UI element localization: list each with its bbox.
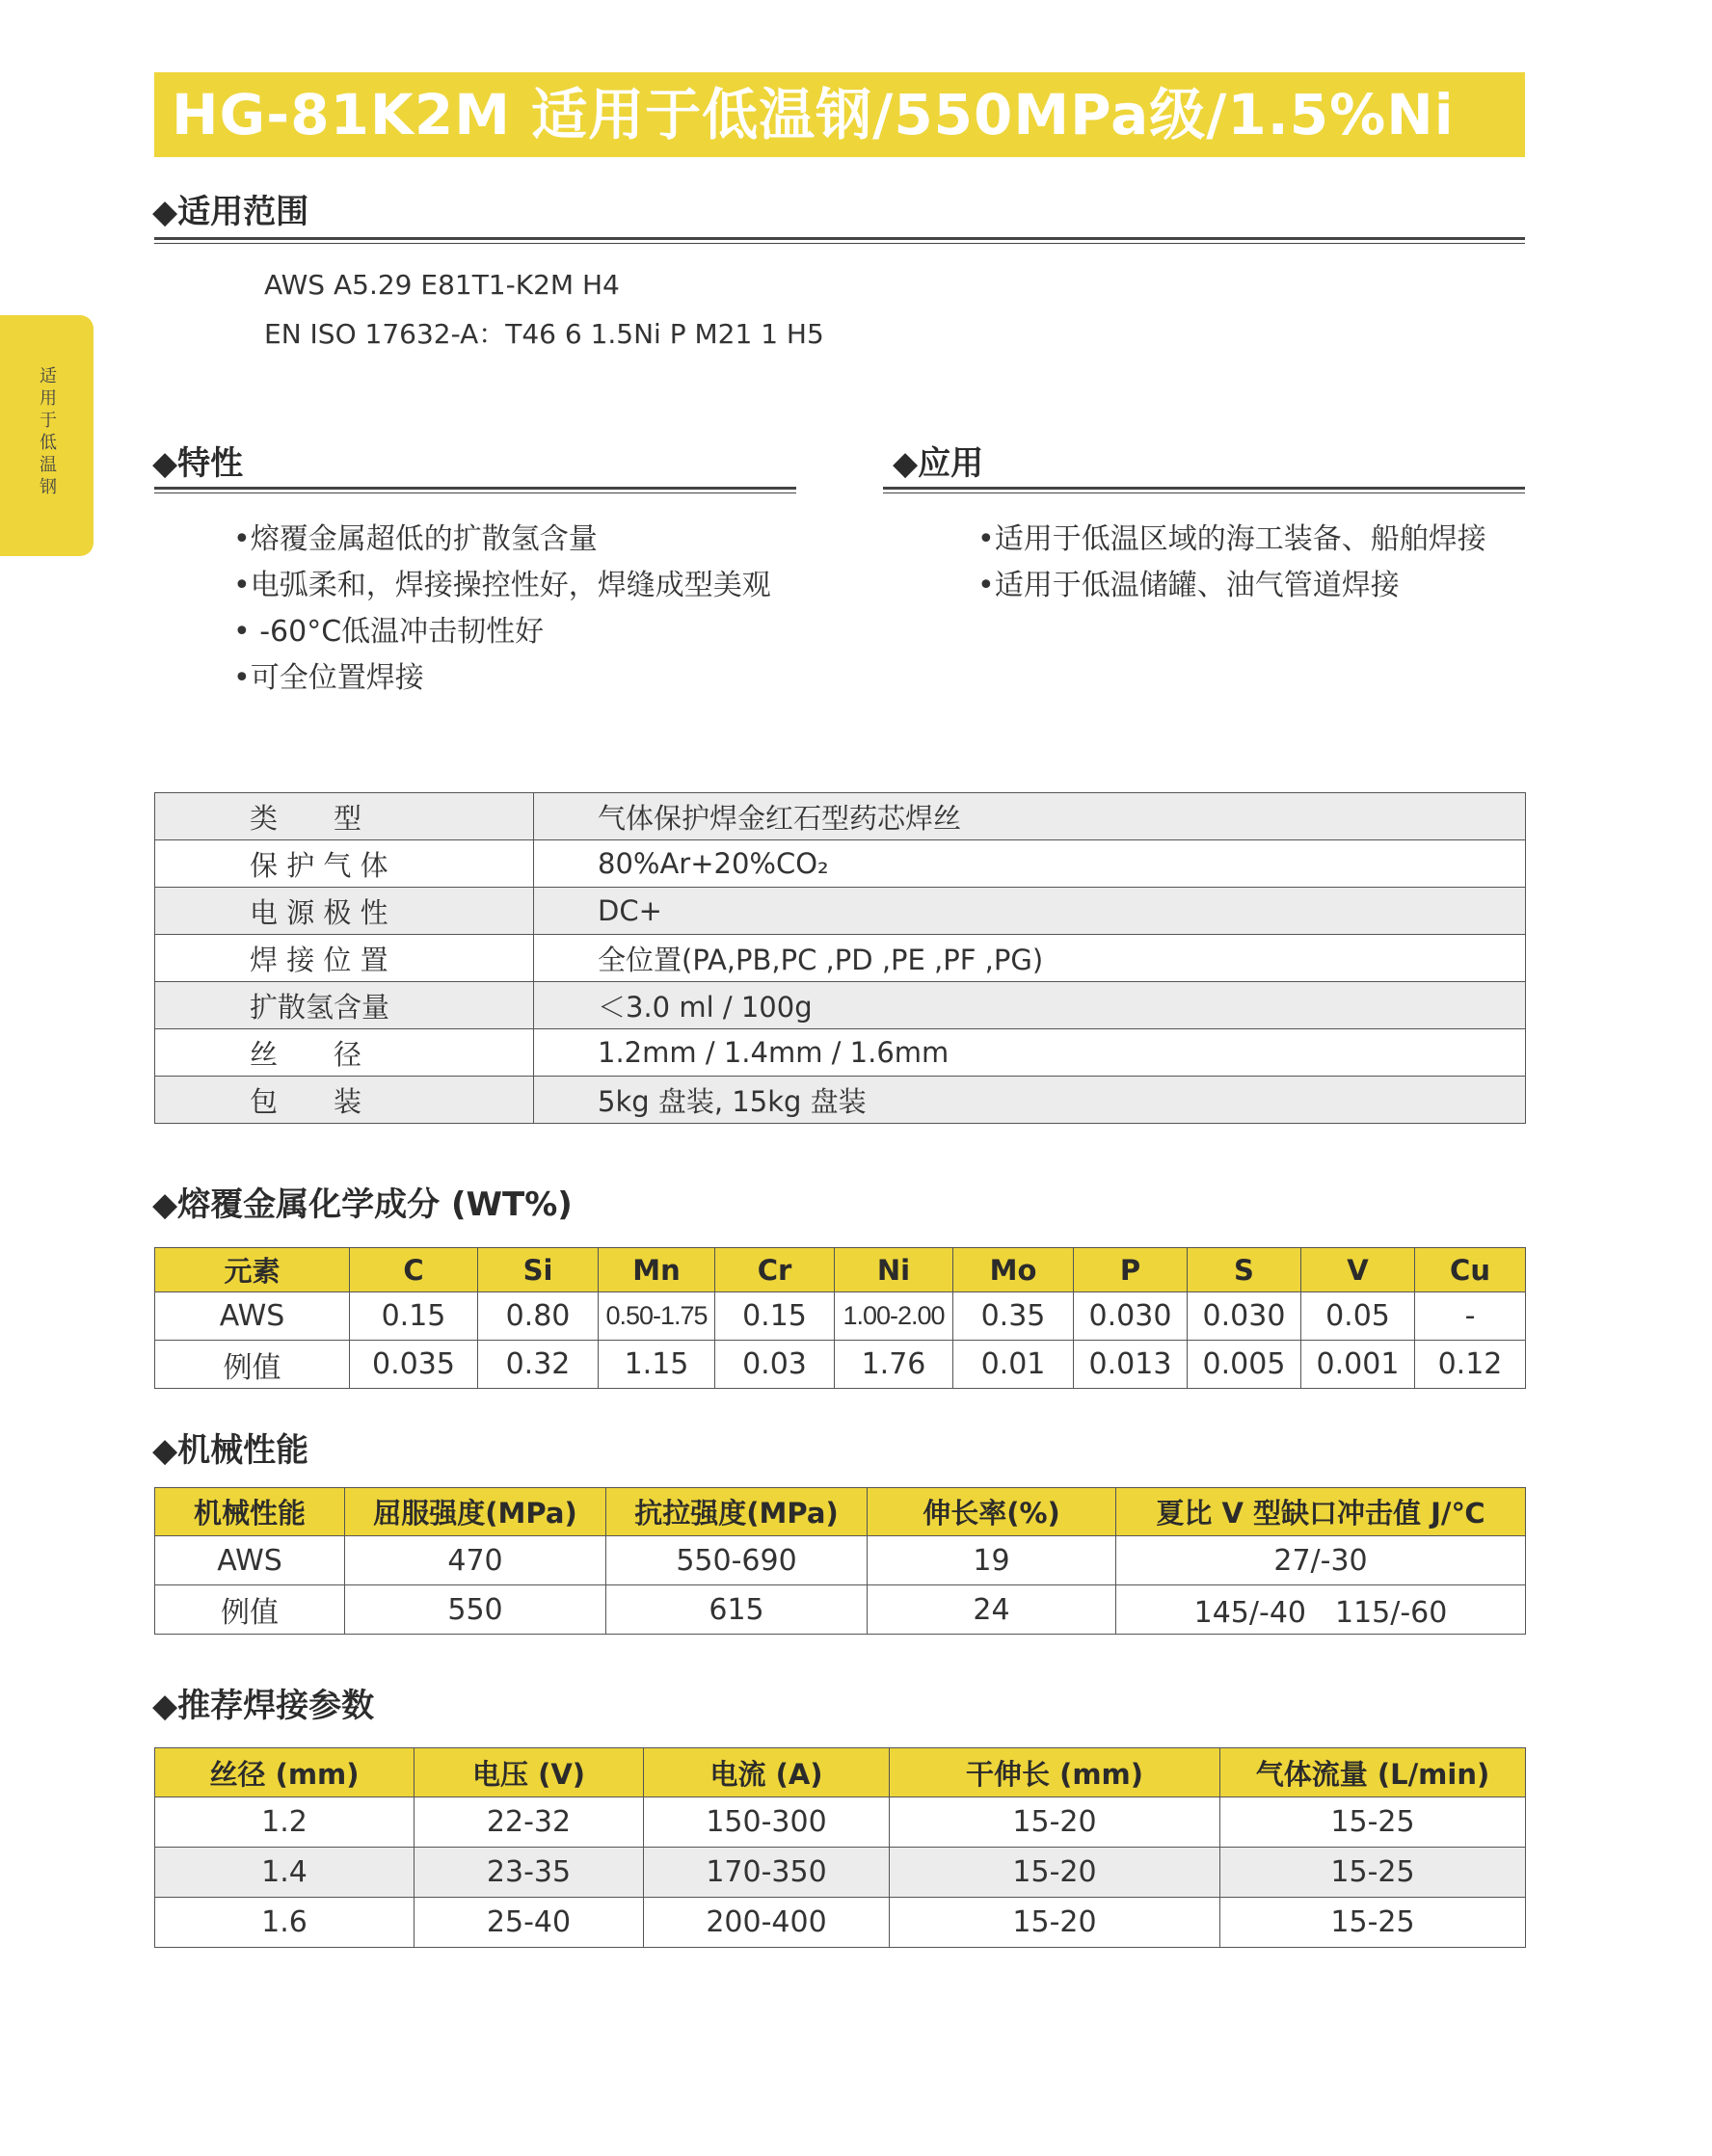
column-header: 抗拉强度(MPa) <box>606 1488 868 1536</box>
table-cell: 19 <box>868 1536 1116 1585</box>
spec-value: 5kg 盘装, 15kg 盘装 <box>534 1077 1526 1124</box>
column-header: 夏比 V 型缺口冲击值 J/℃ <box>1116 1488 1526 1536</box>
table-row <box>155 1292 1526 1341</box>
table-cell: - <box>1415 1292 1526 1341</box>
table-row <box>155 982 1526 1029</box>
application-item: •适用于低温储罐、油气管道焊接 <box>977 569 1400 602</box>
table-cell: 0.03 <box>715 1341 835 1389</box>
table-cell: 550 <box>345 1585 606 1635</box>
table-cell: 1.2 <box>155 1797 415 1848</box>
spec-value: 80%Ar+20%CO₂ <box>534 840 1526 888</box>
table-row <box>155 1341 1526 1389</box>
spec-label: 保 护 气 体 <box>155 840 534 888</box>
table-cell: 15-20 <box>890 1898 1220 1948</box>
table-cell: 23-35 <box>415 1848 644 1898</box>
table-cell: 0.32 <box>478 1341 599 1389</box>
column-header: Mo <box>953 1248 1074 1292</box>
applications-divider <box>883 487 1525 493</box>
table-cell: 15-20 <box>890 1797 1220 1848</box>
chemical-table <box>154 1247 1526 1389</box>
scope-heading: ◆适用范围 <box>152 193 309 231</box>
table-cell: 15-25 <box>1220 1898 1526 1948</box>
table-cell: 15-20 <box>890 1848 1220 1898</box>
spec-label: 焊 接 位 置 <box>155 935 534 982</box>
table-cell: 例值 <box>155 1341 350 1389</box>
side-tab <box>0 315 94 556</box>
table-cell: 0.030 <box>1074 1292 1188 1341</box>
spec-value: 全位置(PA,PB,PC ,PD ,PE ,PF ,PG) <box>534 935 1526 982</box>
title-bar <box>154 72 1525 157</box>
feature-item: •可全位置焊接 <box>233 661 424 695</box>
table-cell: 1.6 <box>155 1898 415 1948</box>
table-row <box>155 1848 1526 1898</box>
table-row <box>155 1029 1526 1077</box>
table-row <box>155 1536 1526 1585</box>
side-tab-label: 适用于低温钢 <box>40 366 57 497</box>
table-cell: 0.001 <box>1301 1341 1415 1389</box>
column-header: P <box>1074 1248 1188 1292</box>
column-header: Si <box>478 1248 599 1292</box>
column-header: Cu <box>1415 1248 1526 1292</box>
table-header-row <box>155 1488 1526 1536</box>
table-cell: AWS <box>155 1292 350 1341</box>
welding-heading: ◆推荐焊接参数 <box>152 1687 375 1725</box>
table-cell: 0.15 <box>715 1292 835 1341</box>
table-cell: 0.50-1.75 <box>599 1292 715 1341</box>
table-cell: 0.030 <box>1188 1292 1301 1341</box>
scope-line-aws: AWS A5.29 E81T1-K2M H4 <box>264 269 620 301</box>
table-row <box>155 888 1526 935</box>
table-cell: 1.76 <box>835 1341 953 1389</box>
chemical-heading: ◆熔覆金属化学成分 (WT%) <box>152 1185 573 1224</box>
table-header-row <box>155 1248 1526 1292</box>
table-cell: 0.035 <box>350 1341 478 1389</box>
table-row <box>155 793 1526 840</box>
column-header: Ni <box>835 1248 953 1292</box>
column-header: Mn <box>599 1248 715 1292</box>
table-cell: 145/-40 115/-60 <box>1116 1585 1526 1635</box>
spec-label: 包 装 <box>155 1077 534 1124</box>
table-cell: 22-32 <box>415 1797 644 1848</box>
table-row <box>155 935 1526 982</box>
table-row <box>155 1797 1526 1848</box>
feature-item: •熔覆金属超低的扩散氢含量 <box>233 522 598 556</box>
mechanical-table <box>154 1487 1526 1635</box>
table-cell: 1.15 <box>599 1341 715 1389</box>
column-header: 气体流量 (L/min) <box>1220 1748 1526 1797</box>
column-header: V <box>1301 1248 1415 1292</box>
table-header-row <box>155 1748 1526 1797</box>
column-header: 丝径 (mm) <box>155 1748 415 1797</box>
spec-label: 扩散氢含量 <box>155 982 534 1029</box>
scope-divider <box>154 237 1525 244</box>
spec-table <box>154 792 1526 1124</box>
table-cell: 0.013 <box>1074 1341 1188 1389</box>
column-header: C <box>350 1248 478 1292</box>
column-header: 干伸长 (mm) <box>890 1748 1220 1797</box>
features-heading: ◆特性 <box>152 444 244 483</box>
table-cell: 例值 <box>155 1585 345 1635</box>
column-header: 元素 <box>155 1248 350 1292</box>
spec-label: 丝 径 <box>155 1029 534 1077</box>
welding-table <box>154 1747 1526 1948</box>
table-cell: 0.80 <box>478 1292 599 1341</box>
table-row <box>155 1077 1526 1124</box>
mechanical-heading: ◆机械性能 <box>152 1431 309 1470</box>
table-cell: 0.05 <box>1301 1292 1415 1341</box>
table-cell: 0.15 <box>350 1292 478 1341</box>
column-header: 电流 (A) <box>644 1748 890 1797</box>
table-cell: 615 <box>606 1585 868 1635</box>
feature-item: • -60°C低温冲击韧性好 <box>233 615 545 649</box>
applications-heading: ◆应用 <box>893 444 984 483</box>
features-divider <box>154 487 796 493</box>
spec-label: 类 型 <box>155 793 534 840</box>
application-item: •适用于低温区域的海工装备、船舶焊接 <box>977 522 1486 556</box>
spec-value: ＜3.0 ml / 100g <box>534 982 1526 1029</box>
column-header: 机械性能 <box>155 1488 345 1536</box>
page-title: HG-81K2M 适用于低温钢/550MPa级/1.5%Ni <box>172 82 1455 147</box>
table-cell: 25-40 <box>415 1898 644 1948</box>
table-cell: 170-350 <box>644 1848 890 1898</box>
feature-item: •电弧柔和，焊接操控性好，焊缝成型美观 <box>233 569 771 602</box>
column-header: S <box>1188 1248 1301 1292</box>
table-row <box>155 840 1526 888</box>
table-row <box>155 1898 1526 1948</box>
spec-label: 电 源 极 性 <box>155 888 534 935</box>
spec-value: 1.2mm / 1.4mm / 1.6mm <box>534 1029 1526 1077</box>
column-header: 电压 (V) <box>415 1748 644 1797</box>
table-cell: 200-400 <box>644 1898 890 1948</box>
column-header: Cr <box>715 1248 835 1292</box>
column-header: 伸长率(%) <box>868 1488 1116 1536</box>
table-cell: AWS <box>155 1536 345 1585</box>
scope-line-en: EN ISO 17632-A：T46 6 1.5Ni P M21 1 H5 <box>264 318 824 350</box>
table-cell: 0.12 <box>1415 1341 1526 1389</box>
table-cell: 15-25 <box>1220 1797 1526 1848</box>
table-cell: 0.35 <box>953 1292 1074 1341</box>
table-cell: 1.00-2.00 <box>835 1292 953 1341</box>
table-row <box>155 1585 1526 1635</box>
spec-value: 气体保护焊金红石型药芯焊丝 <box>534 793 1526 840</box>
table-cell: 550-690 <box>606 1536 868 1585</box>
table-cell: 470 <box>345 1536 606 1585</box>
table-cell: 0.01 <box>953 1341 1074 1389</box>
table-cell: 27/-30 <box>1116 1536 1526 1585</box>
table-cell: 150-300 <box>644 1797 890 1848</box>
column-header: 屈服强度(MPa) <box>345 1488 606 1536</box>
spec-value: DC+ <box>534 888 1526 935</box>
table-cell: 1.4 <box>155 1848 415 1898</box>
table-cell: 15-25 <box>1220 1848 1526 1898</box>
table-cell: 0.005 <box>1188 1341 1301 1389</box>
table-cell: 24 <box>868 1585 1116 1635</box>
